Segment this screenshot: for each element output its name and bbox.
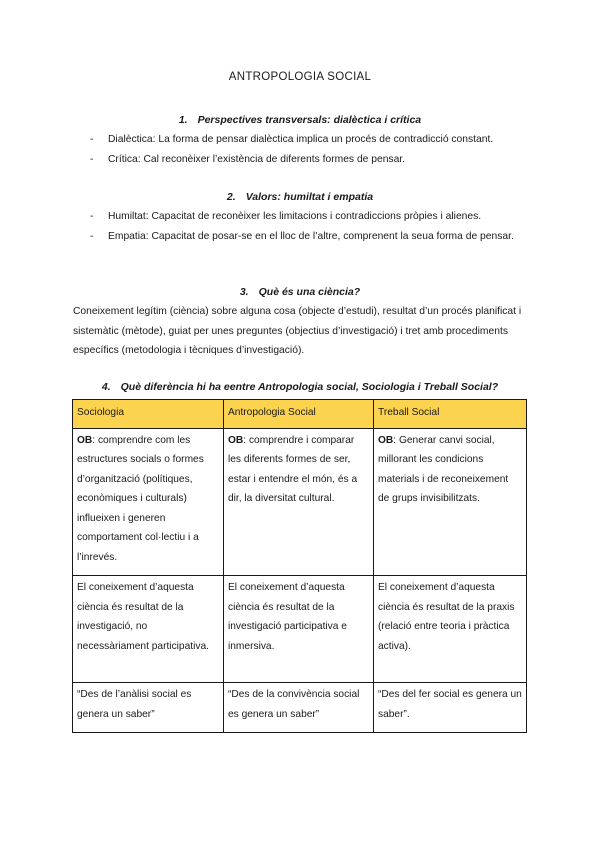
- comparison-table: [72, 399, 527, 733]
- ob-label: OB: [77, 434, 93, 446]
- section-4-title: Què diferència hi ha eentre Antropologia social, Sociologia i Treball Social?: [120, 381, 499, 393]
- table-row: [73, 428, 527, 576]
- cell-text: : comprendre i comparar les diferents formes de ser, estar i entendre el món, és a dir, la diversitat cultural.: [228, 434, 358, 504]
- table-cell: “Des de la convivència social es genera un saber”: [224, 683, 374, 733]
- table-row: [73, 683, 527, 733]
- table-cell: [374, 428, 527, 576]
- ob-label: OB: [378, 434, 394, 446]
- cell-text: : comprendre com les estructures socials o formes d’organització (polítiques, econòmiques i culturals) influeixen i generen comportament col·lectiu i a l’inrevés.: [77, 434, 204, 563]
- ob-label: OB: [228, 434, 244, 446]
- document-title: ANTROPOLOGIA SOCIAL: [228, 71, 372, 83]
- list-item: - Humiltat: Capacitat de reconèixer les limitacions i contradiccions pròpies i alienes.: [90, 207, 530, 227]
- section-4-heading: [0, 381, 600, 393]
- section-3-title: Què és una ciència?: [258, 286, 361, 298]
- table-cell: [224, 428, 374, 576]
- table-cell: “Des del fer social es genera un saber”.: [374, 683, 527, 733]
- section-2-list: [90, 207, 530, 246]
- list-item: - Crítica: Cal reconèixer l’existència de diferents formes de pensar.: [90, 150, 530, 170]
- section-3-paragraph: Coneixement legítim (ciència) sobre alguna cosa (objecte d’estudi), resultat d’un procés planificat i sistemàtic (mètode), guiat per unes preguntes (objectius d’investigació) i tret amb procediments específics (metodologia i tècniques d’investigació).: [73, 306, 522, 356]
- section-2-heading: [0, 191, 600, 203]
- table-cell: “Des de l’anàlisi social es genera un saber”: [73, 683, 224, 733]
- header-sociologia: Sociologia: [73, 400, 224, 429]
- header-treball-social: Treball Social: [374, 400, 527, 429]
- section-2-number: 2.: [226, 191, 236, 203]
- table-row: [73, 576, 527, 683]
- section-1-number: 1.: [178, 114, 188, 126]
- list-item: - Empatia: Capacitat de posar-se en el lloc de l’altre, comprenent la seua forma de pensar.: [90, 227, 530, 247]
- table-cell: El coneixement d’aquesta ciència és resultat de la praxis (relació entre teoria i pràctica activa).: [374, 576, 527, 683]
- section-1-list: [90, 130, 530, 169]
- table-cell: El coneixement d’aquesta ciència és resultat de la investigació, no necessàriament participativa.: [73, 576, 224, 683]
- cell-text: : Generar canvi social, millorant les condicions materials i de reconeixement de grups invisibilitzats.: [378, 434, 509, 504]
- table-cell: El coneixement d’aquesta ciència és resultat de la investigació participativa e inmersiva.: [224, 576, 374, 683]
- header-antropologia-social: Antropologia Social: [224, 400, 374, 429]
- section-4-number: 4.: [101, 381, 111, 393]
- list-item: - Dialèctica: La forma de pensar dialèctica implica un procés de contradicció constant.: [90, 130, 530, 150]
- table-header-row: [73, 400, 527, 429]
- section-3-number: 3.: [239, 286, 249, 298]
- section-3-heading: [0, 286, 600, 298]
- section-2-title: Valors: humiltat i empatia: [245, 191, 374, 203]
- section-1-title: Perspectives transversals: dialèctica i crítica: [197, 114, 422, 126]
- table-cell: [73, 428, 224, 576]
- section-1-heading: [0, 114, 600, 126]
